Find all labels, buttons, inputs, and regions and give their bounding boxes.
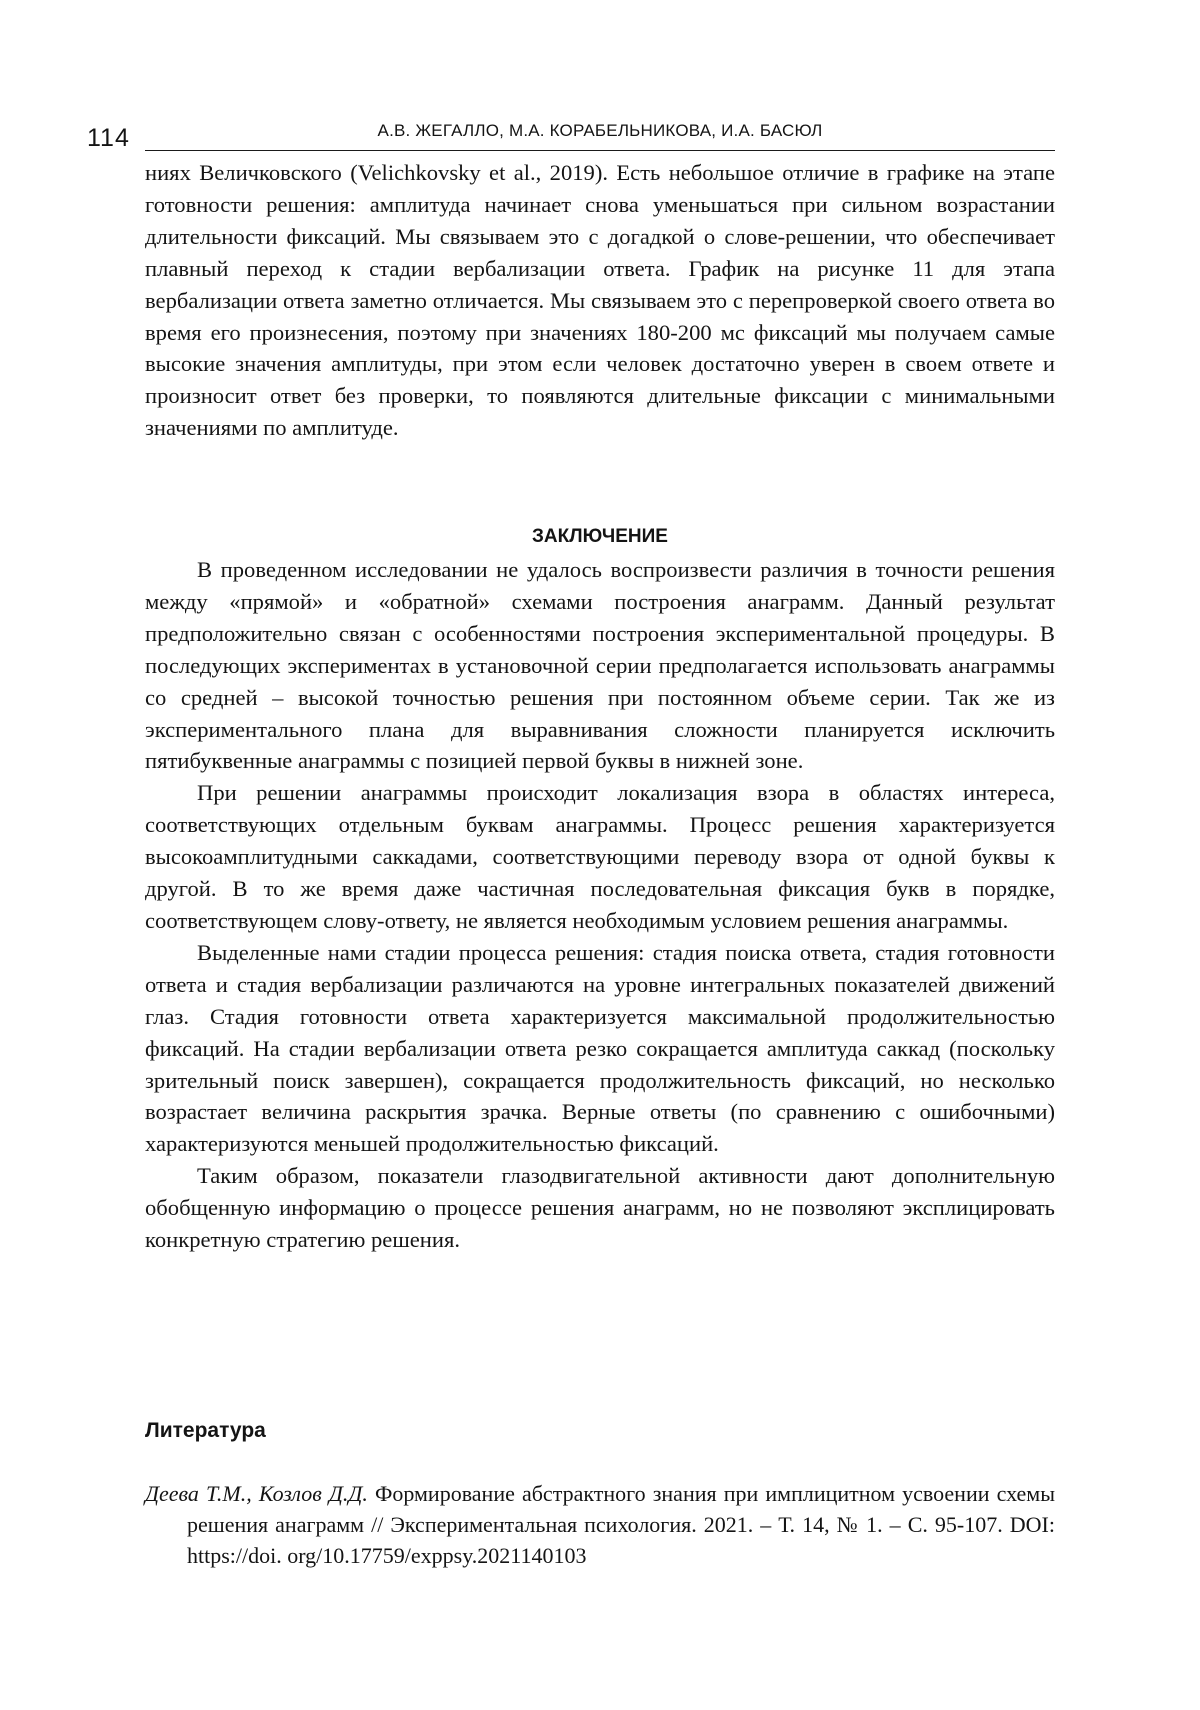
header-rule — [145, 150, 1055, 151]
conclusion-paragraph-4: Таким образом, показатели глазодвигательной активности дают дополнительную обобщенную информацию о процессе решения анаграмм, но не позволяют эксплицировать конкретную стратегию решения. — [145, 1163, 1055, 1253]
conclusion-heading: ЗАКЛЮЧЕНИЕ — [532, 526, 668, 547]
running-head: А.В. ЖЕГАЛЛО, М.А. КОРАБЕЛЬНИКОВА, И.А. БАСЮЛ — [377, 121, 823, 140]
page-number: 114 — [87, 124, 130, 152]
continuation-paragraph: ниях Величковского (Velichkovsky et al., 2019). Есть небольшое отличие в графике на этапе готовности решения: амплитуда начинает снова уменьшаться при сильном возрастании длительности фиксаций. Мы связываем это с догадкой о слове-решении, что обеспечивает плавный переход к стадии вербализации ответа. График на рисунке 11 для этапа вербализации ответа заметно отличается. Мы связываем это с перепроверкой своего ответа во время его произнесения, поэтому при значениях 180-200 мс фиксаций мы получаем самые высокие значения амплитуды, при этом если человек достаточно уверен в своем ответе и произносит ответ без проверки, то появляются длительные фиксации с минимальными значениями по амплитуде. — [145, 160, 1055, 441]
reference-item — [145, 1478, 1055, 1571]
reference-authors: Деева Т.М., Козлов Д.Д. — [145, 1481, 368, 1506]
reference-text: Формирование абстрактного знания при имплицитном усвоении схемы решения анаграмм // Экспериментальная психология. 2021. – Т. 14, № 1. – С. 95-107. DOI: https://doi. org/10.17759/exppsy.2021140103 — [187, 1481, 1055, 1568]
conclusion-paragraph-1: В проведенном исследовании не удалось воспроизвести различия в точности решения между «прямой» и «обратной» схемами построения анаграмм. Данный результат предположительно связан с особенностями построения экспериментальной процедуры. В последующих экспериментах в установочной серии предполагается использовать анаграммы со средней – высокой точностью решения при постоянном объеме серии. Так же из экспериментального плана для выравнивания сложности планируется исключить пятибуквенные анаграммы с позицией первой буквы в нижней зоне. — [145, 557, 1055, 774]
conclusion-body — [145, 554, 1055, 1256]
conclusion-paragraph-3: Выделенные нами стадии процесса решения: стадия поиска ответа, стадия готовности ответа и стадия вербализации различаются на уровне интегральных показателей движений глаз. Стадия готовности ответа характеризуется максимальной продолжительностью фиксаций. На стадии вербализации ответа резко сокращается амплитуда саккад (поскольку зрительный поиск завершен), сокращается продолжительность фиксаций, но несколько возрастает величина раскрытия зрачка. Верные ответы (по сравнению с ошибочными) характеризуются меньшей продолжительностью фиксаций. — [145, 939, 1055, 1157]
conclusion-paragraph-2: При решении анаграммы происходит локализация взора в областях интереса, соответствующих отдельным буквам анаграммы. Процесс решения характеризуется высокоамплитудными саккадами, соответствующими переводу взора от одной буквы к другой. В то же время даже частичная последовательная фиксация букв в порядке, соответствующем слову-ответу, не является необходимым условием решения анаграммы. — [145, 780, 1055, 933]
continuation-text — [145, 157, 1055, 444]
references-heading: Литература — [145, 1419, 266, 1442]
